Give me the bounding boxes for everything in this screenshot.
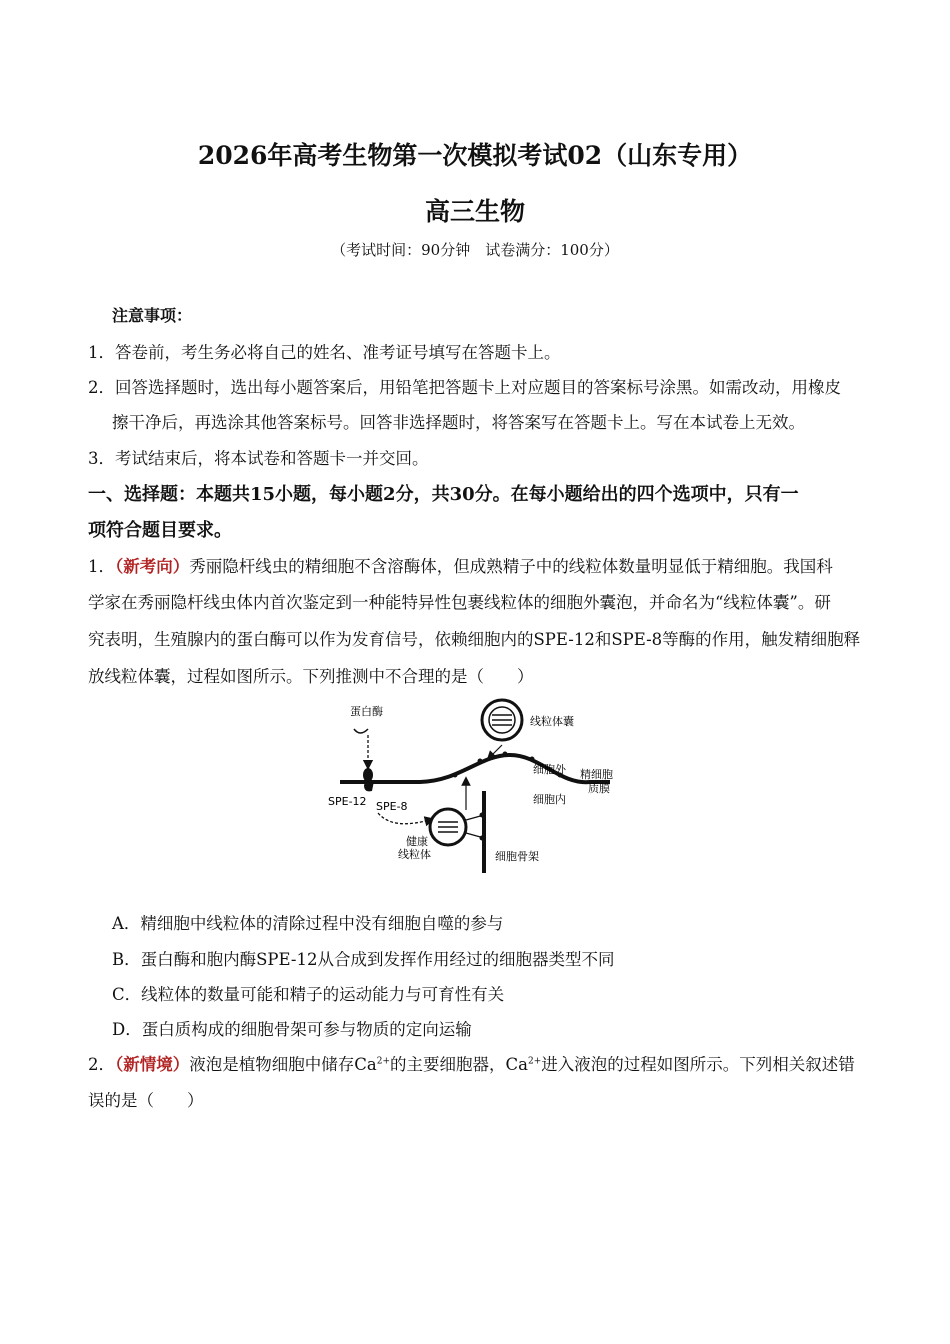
q1-figure <box>320 695 640 880</box>
cell-membrane <box>340 755 610 782</box>
q2-text-b: 的主要细胞器，Ca <box>390 1055 528 1074</box>
notice-heading: 注意事项： <box>112 306 193 325</box>
notice-item-3: 3．考试结束后，将本试卷和答题卡一并交回。 <box>88 449 429 468</box>
q1-line-4: 放线粒体囊，过程如图所示。下列推测中不合理的是（ ） <box>88 667 534 686</box>
label-inside: 细胞内 <box>533 793 566 806</box>
spe12-protein <box>363 768 373 782</box>
notice-item-1: 1．答卷前，考生务必将自己的姓名、准考证号填写在答题卡上。 <box>88 343 561 362</box>
exam-meta: （考试时间：90分钟 试卷满分：100分） <box>331 241 619 259</box>
label-skeleton: 细胞骨架 <box>495 850 539 863</box>
label-spe8: SPE-8 <box>376 800 408 813</box>
label-healthy-1: 健康 <box>406 835 428 848</box>
q2-line-1 <box>88 1051 863 1075</box>
label-membrane-2: 质膜 <box>588 782 610 795</box>
q1-option-b: B．蛋白酶和胞内酶SPE-12从合成到发挥作用经过的细胞器类型不同 <box>112 950 615 969</box>
q1-line-1 <box>88 553 863 577</box>
q1-option-a: A．精细胞中线粒体的清除过程中没有细胞自噬的参与 <box>112 914 504 933</box>
q1-line-3: 究表明，生殖腺内的蛋白酶可以作为发育信号，依赖细胞内的SPE-12和SPE-8等酶的作用，触发精细胞释 <box>88 630 861 649</box>
label-mito-sac: 线粒体囊 <box>530 715 574 728</box>
label-membrane-1: 精细胞 <box>580 768 613 781</box>
exam-title: 2026年高考生物第一次模拟考试02（山东专用） <box>197 141 753 170</box>
q1-number: 1． <box>88 557 115 576</box>
q1-option-c: C．线粒体的数量可能和精子的运动能力与可育性有关 <box>112 985 505 1004</box>
q2-number: 2． <box>88 1055 115 1074</box>
q2-text-c: 进入液泡的过程如图所示。下列相关叙述错 <box>541 1055 855 1074</box>
q1-tag: （新考向） <box>115 557 190 576</box>
protease-icon <box>354 729 368 733</box>
section-heading: 一、选择题：本题共15小题，每小题2分，共30分。在每小题给出的四个选项中，只有一 <box>88 484 799 505</box>
q1-line-2: 学家在秀丽隐杆线虫体内首次鉴定到一种能特异性包裹线粒体的细胞外囊泡，并命名为“线粒体囊”。研 <box>88 593 831 612</box>
q2-sup-2: 2+ <box>527 1056 542 1067</box>
q1-option-d: D．蛋白质构成的细胞骨架可参与物质的定向运输 <box>112 1020 472 1039</box>
q1-text-1: 秀丽隐杆线虫的精细胞不含溶酶体，但成熟精子中的线粒体数量明显低于精细胞。我国科 <box>189 557 833 576</box>
label-protease: 蛋白酶 <box>350 705 383 718</box>
section-heading-cont: 项符合题目要求。 <box>88 520 232 541</box>
label-outside: 细胞外 <box>533 763 566 776</box>
q2-sup-1: 2+ <box>376 1056 390 1067</box>
notice-item-2-cont: 擦干净后，再选涂其他答案标号。回答非选择题时，将答案写在答题卡上。写在本试卷上无效。 <box>112 413 805 432</box>
q2-line-2: 误的是（ ） <box>88 1091 204 1110</box>
q2-text-a: 液泡是植物细胞中储存Ca <box>189 1055 377 1074</box>
q2-tag: （新情境） <box>115 1055 190 1074</box>
exam-subtitle: 高三生物 <box>424 197 525 226</box>
label-healthy-2: 线粒体 <box>398 848 431 861</box>
notice-item-2: 2．回答选择题时，选出每小题答案后，用铅笔把答题卡上对应题目的答案标号涂黑。如需改动，用橡皮 <box>88 378 841 397</box>
label-spe12: SPE-12 <box>328 795 367 808</box>
